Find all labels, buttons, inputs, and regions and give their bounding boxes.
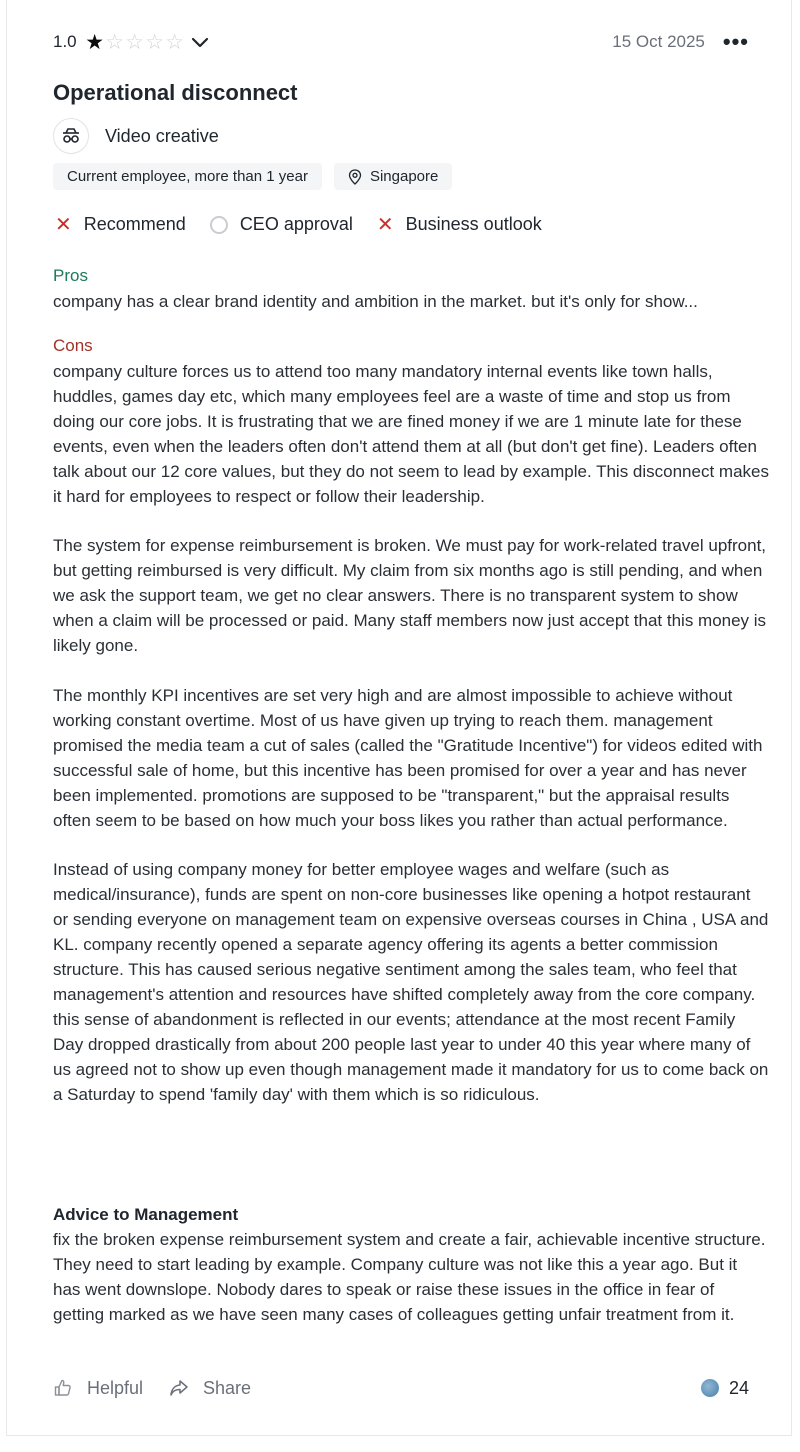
recommend-label: Recommend bbox=[83, 214, 186, 234]
rating-value: 1.0 bbox=[53, 32, 77, 51]
share-label: Share bbox=[203, 1377, 252, 1398]
cons-paragraph: The system for expense reimbursement is broken. We must pay for work-related travel upfront, but getting reimbursed is very difficult. My claim from six months ago is still pending, and when we ask the support team, we get no clear answers. There is no transparent system to show when a claim will be processed or paid. Many staff members now just accept that this money is likely gone. bbox=[53, 536, 767, 656]
employment-status-tag bbox=[53, 163, 322, 190]
verdict-row bbox=[55, 214, 566, 235]
pros-heading: Pros bbox=[53, 266, 88, 285]
advice-text: fix the broken expense reimbursement system and create a fair, achievable incentive structure. They need to start leading by example. Company culture was not like this a year ago. But it has went downslope. Nobody dares to speak or raise these issues in the office in fear of getting marked as we have seen many cases of colleagues getting unfair treatment from it. bbox=[53, 1230, 766, 1324]
negative-x-icon: ✕ bbox=[376, 213, 394, 236]
neutral-circle-icon bbox=[210, 216, 228, 234]
star-rating bbox=[85, 32, 185, 53]
chevron-down-icon[interactable] bbox=[189, 31, 211, 53]
star-empty-icon: ☆ bbox=[125, 30, 145, 54]
location-pin-icon bbox=[348, 169, 362, 185]
share-icon bbox=[169, 1379, 189, 1397]
business-outlook-label: Business outlook bbox=[405, 214, 542, 234]
job-role-label: Video creative bbox=[105, 125, 219, 146]
thumbs-up-icon bbox=[53, 1378, 73, 1398]
pros-text: company has a clear brand identity and ambition in the market. but it's only for show... bbox=[53, 292, 698, 311]
star-empty-icon: ☆ bbox=[105, 30, 125, 54]
helpful-count-value: 24 bbox=[728, 1377, 749, 1398]
review-header bbox=[53, 28, 749, 56]
cons-paragraph: The monthly KPI incentives are set very high and are almost impossible to achieve without working constant overtime. Most of us have given up trying to reach them. management promised the media team a cut of sales (called the "Gratitude Incentive") for videos edited with successful sale of home, but this incentive has been promised for over a year and has never been implemented. promotions are supposed to be "transparent," but the appraisal results often seem to be based on how much your boss likes you rather than actual performance. bbox=[53, 685, 763, 830]
negative-x-icon: ✕ bbox=[55, 213, 72, 236]
helpful-count bbox=[701, 1378, 749, 1399]
review-footer bbox=[53, 1374, 749, 1402]
business-outlook-verdict bbox=[377, 214, 542, 235]
cons-heading: Cons bbox=[53, 336, 93, 355]
location-label: Singapore bbox=[369, 168, 439, 185]
job-role bbox=[53, 118, 219, 154]
cons-paragraph: Instead of using company money for better employee wages and welfare (such as medical/insurance), funds are spent on non-core businesses like opening a hotpot restaurant or sending everyone on management team on expensive overseas courses in China , USA and KL. company recently opened a separate agency offering its agents a better commission structure. This has caused serious negative sentiment among the sales team, who feel that management's attention and resources have shifted completely away from the core company. this sense of abandonment is reflected in our events; attendance at the most recent Family Day dropped drastically from about 200 people last year to under 40 this year where many of us agreed not to show up even though management made it mandatory for us to come back on a Saturday to spend 'family day' with them which is so ridiculous. bbox=[53, 860, 769, 1104]
review-title: Operational disconnect bbox=[53, 80, 298, 105]
review-date: 15 Oct 2025 bbox=[612, 32, 705, 51]
star-empty-icon: ☆ bbox=[165, 30, 185, 54]
employment-status-label: Current employee, more than 1 year bbox=[67, 168, 308, 185]
recommend-verdict bbox=[55, 214, 186, 235]
more-options-button[interactable]: ••• bbox=[722, 29, 749, 54]
share-button[interactable] bbox=[169, 1378, 251, 1399]
cons-text bbox=[53, 360, 769, 1107]
star-filled-icon: ★ bbox=[85, 30, 105, 54]
reviewer-tags bbox=[53, 163, 464, 190]
ceo-approval-label: CEO approval bbox=[239, 214, 353, 234]
review-card bbox=[6, 0, 792, 1436]
ceo-approval-verdict bbox=[210, 214, 353, 235]
location-tag bbox=[334, 163, 452, 190]
star-empty-icon: ☆ bbox=[145, 30, 165, 54]
helpful-badge-icon bbox=[701, 1379, 719, 1397]
advice-heading: Advice to Management bbox=[53, 1205, 239, 1224]
helpful-button[interactable] bbox=[53, 1378, 143, 1399]
helpful-label: Helpful bbox=[87, 1377, 144, 1398]
job-role-icon bbox=[53, 118, 89, 154]
cons-paragraph: company culture forces us to attend too many mandatory internal events like town halls, huddles, games day etc, which many employees feel are a waste of time and stop us from doing our core jobs. It is frustrating that we are fined money if we are 1 minute late for these events, even when the leaders often don't attend them at all (but don't get fine). Leaders often talk about our 12 core values, but they do not seem to lead by example. This disconnect makes it hard for employees to respect or follow their leadership. bbox=[53, 362, 769, 506]
